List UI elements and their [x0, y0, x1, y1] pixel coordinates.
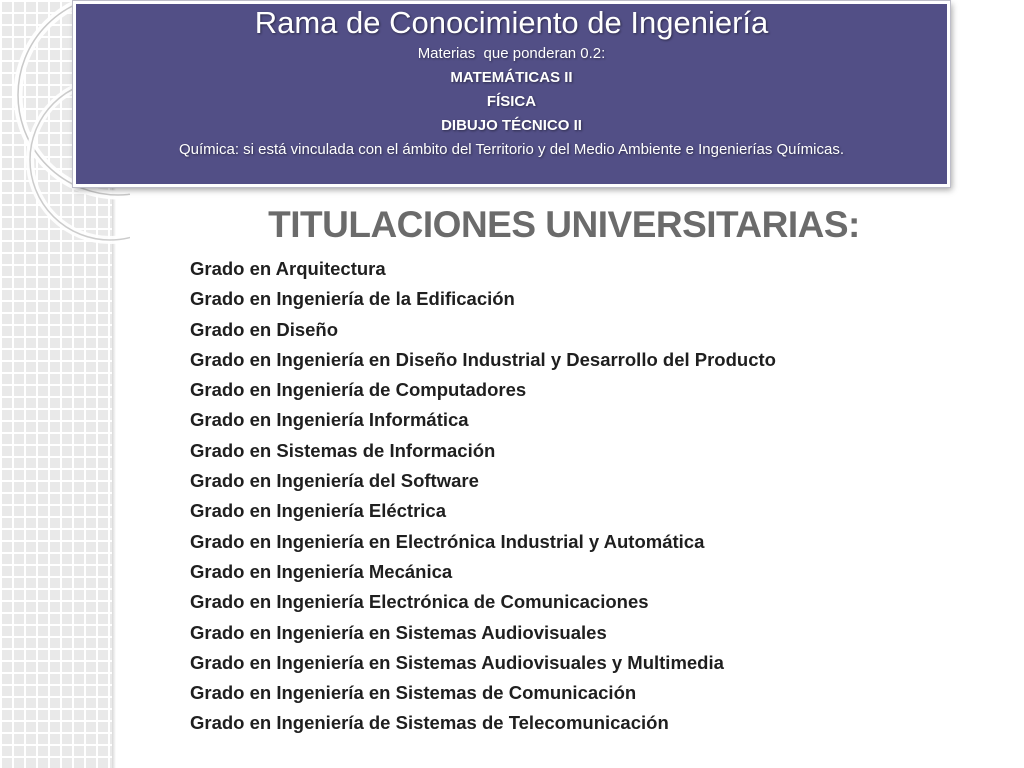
slide-title: Rama de Conocimiento de Ingeniería [254, 5, 769, 40]
subjects-intro: Materias que ponderan 0.2: [417, 45, 606, 62]
degree-item: Grado en Ingeniería en Electrónica Industrial y Automática [190, 530, 705, 552]
title-box [73, 1, 950, 187]
subject-item: MATEMÁTICAS II [450, 69, 573, 86]
degree-item: Grado en Arquitectura [190, 258, 386, 279]
degree-list [190, 254, 776, 739]
subject-item: FÍSICA [486, 93, 537, 110]
section-heading: TITULACIONES UNIVERSITARIAS: [268, 204, 860, 245]
degree-item: Grado en Ingeniería de Sistemas de Telecomunicación [190, 712, 669, 734]
subject-item: DIBUJO TÉCNICO II [441, 117, 582, 134]
degree-item: Grado en Ingeniería de la Edificación [190, 288, 515, 310]
chemistry-note: Química: si está vinculada con el ámbito del Territorio y del Medio Ambiente e Ingenierías Químicas. [178, 141, 845, 158]
degree-item: Grado en Ingeniería Mecánica [190, 560, 453, 582]
degree-item: Grado en Ingeniería en Sistemas Audiovisuales [190, 621, 607, 643]
degree-item: Grado en Sistemas de Información [190, 439, 496, 461]
degree-item: Grado en Ingeniería Electrónica de Comunicaciones [190, 591, 649, 613]
degree-item: Grado en Diseño [190, 318, 339, 340]
degree-item: Grado en Ingeniería Informática [190, 409, 469, 431]
degree-item: Grado en Ingeniería en Sistemas de Comunicación [190, 682, 637, 704]
degree-item: Grado en Ingeniería en Diseño Industrial y Desarrollo del Producto [190, 348, 776, 370]
degree-item: Grado en Ingeniería en Sistemas Audiovisuales y Multimedia [190, 651, 724, 673]
degree-item: Grado en Ingeniería de Computadores [190, 379, 527, 401]
degree-item: Grado en Ingeniería del Software [190, 470, 479, 492]
degree-item: Grado en Ingeniería Eléctrica [190, 500, 447, 522]
